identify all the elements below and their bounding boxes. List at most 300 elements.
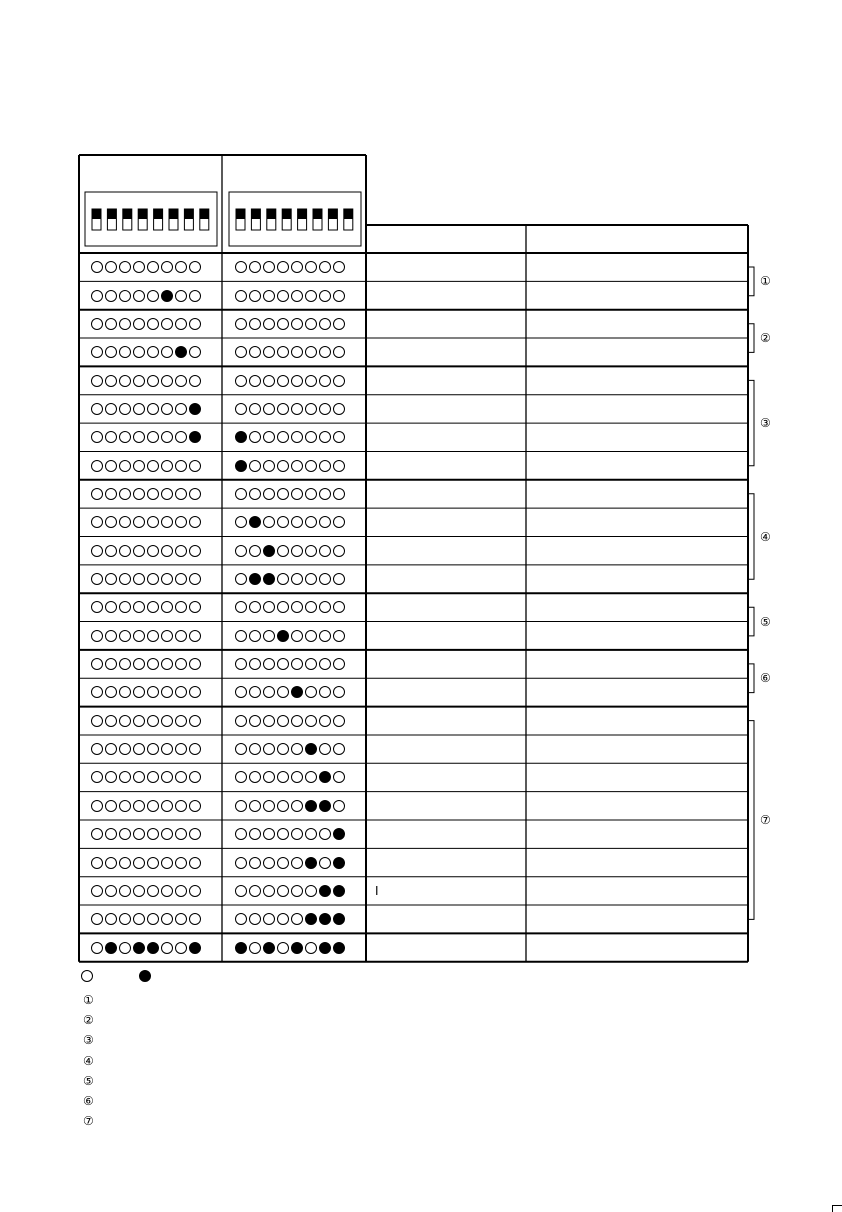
- switch-pictogram-2-knob: [328, 209, 337, 219]
- switch-off-dot: [175, 290, 187, 302]
- switch-off-dot: [277, 460, 289, 472]
- switch2-dots: [235, 545, 345, 557]
- switch-off-dot: [175, 601, 187, 613]
- switch-off-dot: [189, 857, 201, 869]
- switch-off-dot: [277, 261, 289, 273]
- switch-off-dot: [291, 516, 303, 528]
- switch-off-dot: [133, 630, 145, 642]
- switch-off-dot: [291, 658, 303, 670]
- switch2-dots: [235, 261, 345, 273]
- switch-off-dot: [249, 318, 261, 330]
- switch-off-dot: [91, 261, 103, 273]
- switch-off-dot: [249, 715, 261, 727]
- group-marker: ①: [760, 274, 771, 289]
- switch-off-dot: [277, 545, 289, 557]
- switch-off-dot: [119, 375, 131, 387]
- switch-off-dot: [319, 545, 331, 557]
- switch-off-dot: [119, 942, 131, 954]
- switch-off-dot: [263, 771, 275, 783]
- switch-off-dot: [161, 375, 173, 387]
- switch-off-dot: [175, 545, 187, 557]
- switch-off-dot: [319, 261, 331, 273]
- switch-off-dot: [277, 942, 289, 954]
- switch-off-dot: [263, 431, 275, 443]
- switch-off-dot: [119, 743, 131, 755]
- switch-off-dot: [91, 545, 103, 557]
- switch-off-dot: [91, 460, 103, 472]
- switch-off-dot: [119, 545, 131, 557]
- switch-off-dot: [305, 346, 317, 358]
- switch-off-dot: [291, 828, 303, 840]
- switch-off-dot: [291, 346, 303, 358]
- switch-off-dot: [319, 573, 331, 585]
- switch-off-dot: [175, 743, 187, 755]
- switch2-dots: [235, 460, 345, 472]
- switch-off-dot: [291, 488, 303, 500]
- switch-off-dot: [147, 403, 159, 415]
- switch-off-dot: [277, 885, 289, 897]
- footnote-marker: ⑤: [83, 1073, 94, 1088]
- switch-off-dot: [161, 942, 173, 954]
- switch-on-dot: [305, 800, 317, 812]
- switch-off-dot: [319, 686, 331, 698]
- switch-off-dot: [249, 658, 261, 670]
- switch-off-dot: [105, 460, 117, 472]
- switch-off-dot: [119, 857, 131, 869]
- switch-off-dot: [305, 942, 317, 954]
- switch2-dots: [235, 658, 345, 670]
- switch-off-dot: [133, 800, 145, 812]
- switch-off-dot: [105, 375, 117, 387]
- switch-off-dot: [277, 800, 289, 812]
- switch-off-dot: [249, 686, 261, 698]
- switch-off-dot: [119, 601, 131, 613]
- switch-off-dot: [277, 715, 289, 727]
- switch-off-dot: [161, 630, 173, 642]
- switch-pictogram-1-knob: [123, 209, 132, 219]
- switch-off-dot: [249, 885, 261, 897]
- switch2-dots: [235, 913, 345, 925]
- switch-off-dot: [249, 828, 261, 840]
- switch-off-dot: [333, 290, 345, 302]
- switch-off-dot: [291, 885, 303, 897]
- switch-on-dot: [333, 828, 345, 840]
- switch-off-dot: [263, 375, 275, 387]
- switch-off-dot: [263, 488, 275, 500]
- switch-on-dot: [291, 942, 303, 954]
- switch1-dots: [91, 630, 201, 642]
- switch-off-dot: [277, 290, 289, 302]
- switch-on-dot: [319, 771, 331, 783]
- switch2-dots: [235, 800, 345, 812]
- switch1-dots: [91, 318, 201, 330]
- switch-off-dot: [235, 403, 247, 415]
- switch-off-dot: [161, 261, 173, 273]
- switch-off-dot: [305, 431, 317, 443]
- switch-off-dot: [133, 346, 145, 358]
- switch-off-dot: [235, 318, 247, 330]
- switch-off-dot: [291, 913, 303, 925]
- switch-off-dot: [319, 630, 331, 642]
- switch-on-dot: [263, 545, 275, 557]
- switch-off-dot: [249, 800, 261, 812]
- switch-off-dot: [105, 573, 117, 585]
- switch-off-dot: [147, 431, 159, 443]
- switch-off-dot: [291, 545, 303, 557]
- switch-off-dot: [105, 828, 117, 840]
- switch-off-dot: [161, 771, 173, 783]
- switch-on-dot: [189, 942, 201, 954]
- switch-off-dot: [175, 630, 187, 642]
- switch-off-dot: [319, 516, 331, 528]
- switch-off-dot: [189, 375, 201, 387]
- switch-off-dot: [147, 658, 159, 670]
- switch-off-dot: [133, 573, 145, 585]
- switch-off-dot: [147, 290, 159, 302]
- switch1-dots: [91, 743, 201, 755]
- switch1-dots: [91, 346, 201, 358]
- switch2-dots: [235, 771, 345, 783]
- switch-pictogram-1-knob: [154, 209, 163, 219]
- switch-off-dot: [291, 460, 303, 472]
- switch-off-dot: [305, 516, 317, 528]
- switch-off-dot: [147, 573, 159, 585]
- switch-off-dot: [305, 828, 317, 840]
- switch-off-dot: [105, 318, 117, 330]
- switch-off-dot: [175, 375, 187, 387]
- switch-off-dot: [119, 290, 131, 302]
- switch-off-dot: [147, 488, 159, 500]
- switch-off-dot: [235, 800, 247, 812]
- switch-off-dot: [235, 913, 247, 925]
- switch-off-dot: [319, 601, 331, 613]
- switch-off-dot: [277, 686, 289, 698]
- switch-off-dot: [249, 857, 261, 869]
- switch2-dots: [235, 743, 345, 755]
- switch-off-dot: [305, 715, 317, 727]
- switch2-dots: [235, 318, 345, 330]
- switch-off-dot: [235, 885, 247, 897]
- switch-off-dot: [133, 431, 145, 443]
- switch-off-dot: [333, 403, 345, 415]
- switch-off-dot: [305, 771, 317, 783]
- switch-off-dot: [91, 686, 103, 698]
- switch-off-dot: [333, 375, 345, 387]
- switch-off-dot: [119, 261, 131, 273]
- switch-off-dot: [305, 885, 317, 897]
- switch-off-dot: [133, 658, 145, 670]
- switch-off-dot: [91, 658, 103, 670]
- switch-off-dot: [105, 403, 117, 415]
- switch-off-dot: [161, 743, 173, 755]
- switch-off-dot: [119, 913, 131, 925]
- switch-off-dot: [91, 318, 103, 330]
- switch-off-dot: [263, 630, 275, 642]
- switch-off-dot: [161, 318, 173, 330]
- switch-off-dot: [263, 743, 275, 755]
- switch1-dots: [91, 715, 201, 727]
- switch-off-dot: [119, 460, 131, 472]
- switch-off-dot: [91, 743, 103, 755]
- switch-off-dot: [189, 573, 201, 585]
- switch-on-dot: [161, 290, 173, 302]
- switch-off-dot: [175, 431, 187, 443]
- switch-off-dot: [91, 857, 103, 869]
- switch-off-dot: [133, 403, 145, 415]
- switch-off-dot: [319, 346, 331, 358]
- switch-off-dot: [249, 431, 261, 443]
- switch-on-dot: [319, 942, 331, 954]
- switch-off-dot: [119, 431, 131, 443]
- switch-off-dot: [277, 771, 289, 783]
- switch-off-dot: [147, 545, 159, 557]
- switch-off-dot: [291, 601, 303, 613]
- switch2-dots: [235, 828, 345, 840]
- switch-off-dot: [105, 800, 117, 812]
- switch-off-dot: [161, 857, 173, 869]
- switch-off-dot: [105, 261, 117, 273]
- switch-off-dot: [263, 403, 275, 415]
- switch-off-dot: [277, 601, 289, 613]
- switch-off-dot: [119, 800, 131, 812]
- switch-off-dot: [277, 431, 289, 443]
- switch-off-dot: [277, 403, 289, 415]
- switch-off-dot: [91, 601, 103, 613]
- switch-off-dot: [91, 516, 103, 528]
- switch-off-dot: [133, 743, 145, 755]
- switch-off-dot: [333, 630, 345, 642]
- group-marker: ④: [760, 529, 771, 544]
- switch-off-dot: [91, 290, 103, 302]
- switch-off-dot: [319, 431, 331, 443]
- switch-off-dot: [333, 573, 345, 585]
- switch-off-dot: [291, 800, 303, 812]
- switch-pictogram-2-knob: [298, 209, 307, 219]
- switch-off-dot: [105, 545, 117, 557]
- switch-off-dot: [305, 403, 317, 415]
- switch-on-dot: [189, 403, 201, 415]
- footnote-marker: ③: [83, 1033, 94, 1048]
- switch-off-dot: [277, 516, 289, 528]
- switch-off-dot: [319, 375, 331, 387]
- switch1-dots: [91, 885, 201, 897]
- switch-off-dot: [249, 460, 261, 472]
- switch-off-dot: [249, 545, 261, 557]
- switch-off-dot: [147, 686, 159, 698]
- switch-on-dot: [249, 516, 261, 528]
- switch-on-dot: [235, 431, 247, 443]
- switch-on-dot: [235, 942, 247, 954]
- switch-off-dot: [333, 743, 345, 755]
- switch-off-dot: [147, 857, 159, 869]
- switch-off-dot: [133, 261, 145, 273]
- switch-off-dot: [91, 403, 103, 415]
- switch2-dots: [235, 573, 345, 585]
- switch-off-dot: [175, 403, 187, 415]
- switch-off-dot: [105, 290, 117, 302]
- switch-off-dot: [175, 942, 187, 954]
- switch-off-dot: [235, 630, 247, 642]
- switch-off-dot: [91, 346, 103, 358]
- switch-off-dot: [175, 573, 187, 585]
- switch-off-dot: [147, 913, 159, 925]
- switch-off-dot: [189, 913, 201, 925]
- switch-off-dot: [175, 658, 187, 670]
- switch-off-dot: [263, 885, 275, 897]
- switch-on-dot: [333, 942, 345, 954]
- switch-off-dot: [291, 375, 303, 387]
- switch-off-dot: [119, 771, 131, 783]
- footnote-marker: ②: [83, 1013, 94, 1028]
- group-marker: ⑦: [760, 813, 771, 827]
- switch-off-dot: [189, 885, 201, 897]
- switch-off-dot: [333, 318, 345, 330]
- switch-off-dot: [249, 771, 261, 783]
- switch-off-dot: [305, 375, 317, 387]
- switch-off-dot: [147, 516, 159, 528]
- switch-off-dot: [305, 318, 317, 330]
- switch-off-dot: [147, 346, 159, 358]
- switch-off-dot: [175, 885, 187, 897]
- switch2-dots: [235, 375, 345, 387]
- switch-off-dot: [91, 715, 103, 727]
- switch-off-dot: [105, 885, 117, 897]
- group-marker: ②: [760, 331, 771, 346]
- switch-off-dot: [263, 318, 275, 330]
- switch-off-dot: [105, 715, 117, 727]
- switch-on-dot: [249, 573, 261, 585]
- switch-off-dot: [277, 857, 289, 869]
- switch-off-dot: [133, 828, 145, 840]
- legend-off-dot: [81, 970, 93, 982]
- switch2-dots: [235, 431, 345, 443]
- switch-off-dot: [291, 630, 303, 642]
- switch-off-dot: [333, 658, 345, 670]
- switch-off-dot: [189, 828, 201, 840]
- switch2-dots: [235, 630, 345, 642]
- switch-off-dot: [277, 913, 289, 925]
- switch-off-dot: [161, 346, 173, 358]
- switch-off-dot: [133, 460, 145, 472]
- switch-off-dot: [161, 431, 173, 443]
- switch-off-dot: [249, 346, 261, 358]
- switch-pictogram-1-knob: [200, 209, 209, 219]
- switch2-dots: [235, 488, 345, 500]
- switch1-dots: [91, 828, 201, 840]
- switch-off-dot: [91, 488, 103, 500]
- switch-off-dot: [175, 686, 187, 698]
- switch2-dots: [235, 942, 345, 954]
- switch1-dots: [91, 460, 201, 472]
- switch-off-dot: [235, 488, 247, 500]
- switch-off-dot: [133, 545, 145, 557]
- switch-off-dot: [189, 800, 201, 812]
- switch-off-dot: [161, 460, 173, 472]
- switch-off-dot: [161, 715, 173, 727]
- switch-off-dot: [333, 431, 345, 443]
- switch-off-dot: [161, 516, 173, 528]
- switch2-dots: [235, 290, 345, 302]
- switch-off-dot: [291, 715, 303, 727]
- mode-cell: I: [375, 883, 379, 898]
- switch-off-dot: [161, 403, 173, 415]
- switch1-dots: [91, 290, 201, 302]
- switch-off-dot: [105, 913, 117, 925]
- switch-off-dot: [277, 743, 289, 755]
- switch-off-dot: [277, 488, 289, 500]
- switch2-dots: [235, 346, 345, 358]
- switch-off-dot: [147, 601, 159, 613]
- switch-off-dot: [277, 658, 289, 670]
- switch-off-dot: [189, 630, 201, 642]
- switch-off-dot: [147, 885, 159, 897]
- switch-off-dot: [305, 658, 317, 670]
- switch-on-dot: [291, 686, 303, 698]
- switch-on-dot: [333, 885, 345, 897]
- switch-off-dot: [105, 743, 117, 755]
- switch-pictogram-1-knob: [184, 209, 193, 219]
- switch-on-dot: [305, 743, 317, 755]
- switch-off-dot: [147, 743, 159, 755]
- switch-off-dot: [119, 828, 131, 840]
- switch-off-dot: [119, 686, 131, 698]
- switch-off-dot: [319, 658, 331, 670]
- switch-off-dot: [263, 346, 275, 358]
- switch-off-dot: [133, 885, 145, 897]
- switch-off-dot: [263, 715, 275, 727]
- switch-off-dot: [189, 601, 201, 613]
- switch-off-dot: [235, 686, 247, 698]
- switch-off-dot: [147, 715, 159, 727]
- switch-pictogram-1-knob: [107, 209, 116, 219]
- switch-off-dot: [189, 715, 201, 727]
- switch-off-dot: [147, 800, 159, 812]
- switch-pictogram-1-knob: [92, 209, 101, 219]
- switch-off-dot: [119, 403, 131, 415]
- switch-off-dot: [189, 771, 201, 783]
- group-marker: ③: [760, 416, 771, 431]
- switch-on-dot: [277, 630, 289, 642]
- switch-off-dot: [105, 516, 117, 528]
- switch-pictogram-2-knob: [251, 209, 260, 219]
- switch1-dots: [91, 403, 201, 415]
- switch-off-dot: [133, 318, 145, 330]
- switch-off-dot: [189, 516, 201, 528]
- switch-off-dot: [319, 715, 331, 727]
- switch-off-dot: [161, 800, 173, 812]
- switch-off-dot: [161, 573, 173, 585]
- switch-off-dot: [333, 771, 345, 783]
- switch-on-dot: [133, 942, 145, 954]
- switch-off-dot: [189, 658, 201, 670]
- switch-off-dot: [249, 261, 261, 273]
- switch-off-dot: [249, 601, 261, 613]
- switch1-dots: [91, 488, 201, 500]
- switch-off-dot: [235, 771, 247, 783]
- switch-off-dot: [263, 686, 275, 698]
- switch-off-dot: [189, 488, 201, 500]
- switch-off-dot: [235, 857, 247, 869]
- switch-pictogram-2-knob: [344, 209, 353, 219]
- switch-off-dot: [133, 771, 145, 783]
- switch-off-dot: [161, 658, 173, 670]
- switch-pictogram-2-knob: [267, 209, 276, 219]
- switch-off-dot: [235, 261, 247, 273]
- switch-off-dot: [319, 857, 331, 869]
- switch-off-dot: [333, 346, 345, 358]
- switch-off-dot: [105, 488, 117, 500]
- switch-off-dot: [91, 573, 103, 585]
